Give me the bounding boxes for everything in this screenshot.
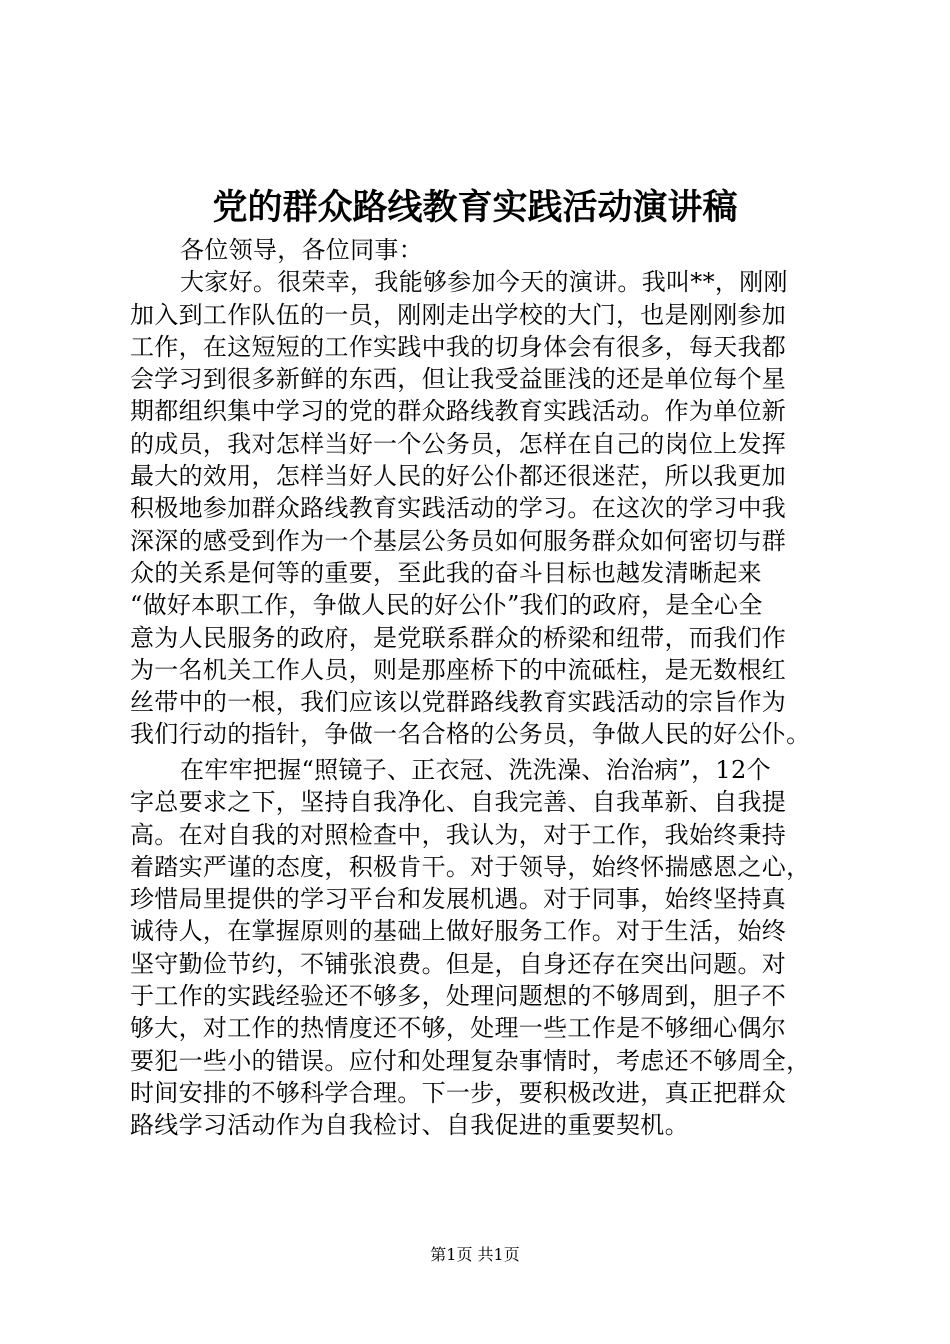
text-line: 深深的感受到作为一个基层公务员如何服务群众如何密切与群: [130, 526, 787, 555]
text-line: 着踏实严谨的态度，积极肯干。对于领导，始终怀揣感恩之心，: [130, 852, 811, 881]
text-line: 路线学习活动作为自我检讨、自我促进的重要契机。: [130, 1111, 689, 1140]
text-line: 众的关系是何等的重要，至此我的奋斗目标也越发清晰起来: [130, 558, 762, 587]
text-line: 坚守勤俭节约，不铺张浪费。但是，自身还存在突出问题。对: [130, 949, 787, 978]
text-line: 会学习到很多新鲜的东西，但让我受益匪浅的还是单位每个星: [130, 365, 787, 394]
text-line: “做好本职工作，争做人民的好公仆”我们的政府，是全心全: [130, 591, 763, 620]
text-line: 字总要求之下，坚持自我净化、自我完善、自我革新、自我提: [130, 788, 787, 817]
text-line: 诚待人，在掌握原则的基础上做好服务工作。对于生活，始终: [130, 917, 787, 946]
page-number-footer: 第1页 共1页: [430, 1245, 520, 1264]
paragraph-1: [130, 234, 850, 751]
paragraph-2: [130, 754, 850, 1142]
text-line: 够大，对工作的热情度还不够，处理一些工作是不够细心偶尔: [130, 1014, 787, 1043]
text-line: 珍惜局里提供的学习平台和发展机遇。对于同事，始终坚持真: [130, 885, 787, 914]
text-line: 于工作的实践经验还不够多，处理问题想的不够周到，胆子不: [130, 982, 787, 1011]
text-line: 高。在对自我的对照检查中，我认为，对于工作，我始终秉持: [130, 820, 787, 849]
text-line: 的成员，我对怎样当好一个公务员，怎样在自己的岗位上发挥: [130, 429, 787, 458]
text-line: 工作，在这短短的工作实践中我的切身体会有很多，每天我都: [130, 332, 787, 361]
salutation-line: 各位领导，各位同事：: [180, 236, 423, 264]
text-line: 最大的效用，怎样当好人民的好公仆都还很迷茫，所以我更加: [130, 462, 787, 491]
text-line: 我们行动的指针，争做一名合格的公务员，争做人民的好公仆。: [130, 720, 811, 749]
text-line: 丝带中的一根，我们应该以党群路线教育实践活动的宗旨作为: [130, 688, 787, 717]
text-line: 加入到工作队伍的一员，刚刚走出学校的大门，也是刚刚参加: [130, 300, 787, 329]
text-line: 大家好。很荣幸，我能够参加今天的演讲。我叫**，刚刚: [180, 268, 788, 297]
text-line: 时间安排的不够科学合理。下一步，要积极改进，真正把群众: [130, 1078, 787, 1107]
text-line: 意为人民服务的政府，是党联系群众的桥梁和纽带，而我们作: [130, 623, 787, 652]
text-line: 在牢牢把握“照镜子、正衣冠、洗洗澡、治治病”，12个: [180, 756, 771, 784]
text-line: 要犯一些小的错误。应付和处理复杂事情时，考虑还不够周全，: [130, 1046, 811, 1075]
text-line: 积极地参加群众路线教育实践活动的学习。在这次的学习中我: [130, 494, 787, 523]
document-title: 党的群众路线教育实践活动演讲稿: [212, 187, 738, 228]
text-line: 期都组织集中学习的党的群众路线教育实践活动。作为单位新: [130, 397, 787, 426]
text-line: 为一名机关工作人员，则是那座桥下的中流砥柱，是无数根红: [130, 655, 787, 684]
